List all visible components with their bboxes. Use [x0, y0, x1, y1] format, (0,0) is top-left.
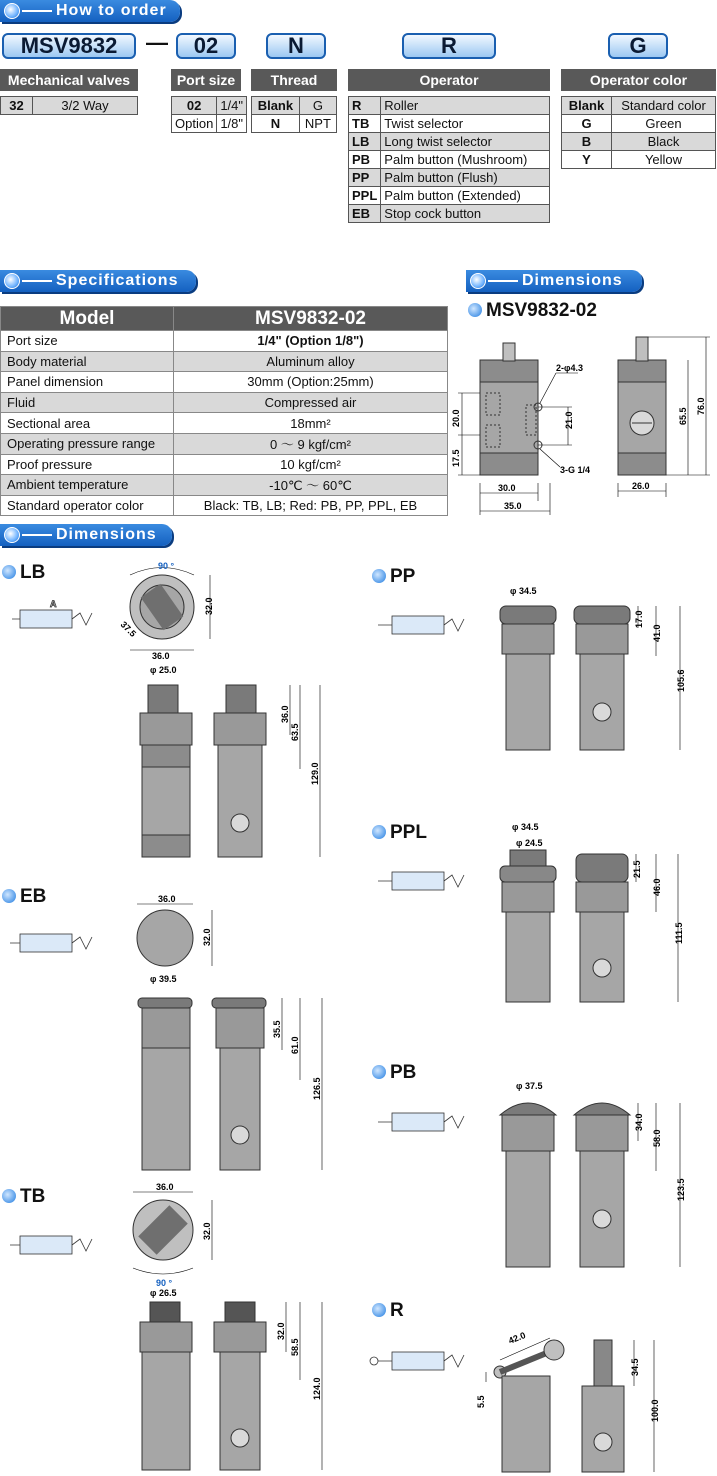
mech-valves-table: 32 3/2 Way [0, 96, 138, 115]
pb-label: PB [372, 1062, 416, 1084]
port-code-box: 02 [176, 33, 236, 59]
port-size-table: 02 1/4" Option 1/8" [171, 96, 247, 133]
color-code-box: G [608, 33, 668, 59]
specifications-header [0, 270, 196, 292]
svg-text:32.0: 32.0 [202, 1222, 212, 1240]
dim-30: 30.0 [498, 483, 516, 493]
dim-26: 26.0 [632, 481, 650, 491]
ppl-drawing [360, 820, 717, 1010]
specifications-table: Model MSV9832-02 Port size 1/4" (Option 1/8") Body material Aluminum alloy Panel dimension 30mm (Option:25mm) Fluid Compressed air Sectional area 18mm² Operating pressure range 0 ～ 9 kgf/cm² Proof pressure 10 kgf/cm² Ambient temperature -10℃ ～ 60℃ Standard operator color Black: TB, LB; Red: PB, PP, PPL, EB [0, 306, 448, 516]
dim-hole: 2-φ4.3 [556, 363, 583, 373]
pp-drawing [360, 580, 717, 760]
svg-text:21.5: 21.5 [632, 860, 642, 878]
svg-text:φ 34.5: φ 34.5 [512, 822, 539, 832]
thread-table: Blank G N NPT [251, 96, 337, 133]
operator-table: R Roller TB Twist selector LB Long twist selector PB Palm button (Mushroom) PP Palm button (Flush) PPL Palm button (Extended) EB Stop cock button [348, 96, 550, 223]
svg-text:φ 39.5: φ 39.5 [150, 974, 177, 984]
dim-35: 35.0 [504, 501, 522, 511]
svg-text:34.5: 34.5 [630, 1358, 640, 1376]
dimensions-header [0, 524, 172, 546]
r-label: R [372, 1300, 404, 1322]
svg-text:58.0: 58.0 [652, 1129, 662, 1147]
dimensions-title-main: Dimensions [522, 272, 623, 289]
main-dimension-drawing [448, 325, 717, 520]
specifications-title: Specifications [56, 272, 179, 289]
svg-text:111.5: 111.5 [674, 922, 684, 944]
port-size-header: Port size [171, 69, 241, 91]
ppl-label: PPL [372, 822, 427, 844]
svg-text:34.0: 34.0 [634, 1113, 644, 1131]
svg-text:46.0: 46.0 [652, 878, 662, 896]
thread-header: Thread [251, 69, 337, 91]
svg-text:φ 24.5: φ 24.5 [516, 838, 543, 848]
svg-text:36.0: 36.0 [280, 705, 290, 723]
how-to-order-title: How to order [56, 2, 167, 19]
svg-text:φ 26.5: φ 26.5 [150, 1288, 177, 1298]
svg-text:36.0: 36.0 [158, 894, 176, 904]
operator-color-header: Operator color [561, 69, 716, 91]
eb-label: EB [2, 886, 46, 908]
bullet-icon [470, 273, 486, 289]
how-to-order-header [0, 0, 180, 22]
svg-text:63.5: 63.5 [290, 723, 300, 741]
svg-text:36.0: 36.0 [156, 1182, 174, 1192]
pp-label: PP [372, 566, 415, 588]
svg-text:58.5: 58.5 [290, 1338, 300, 1356]
lb-label: LB [2, 562, 45, 584]
svg-text:90 °: 90 ° [158, 561, 175, 571]
svg-text:126.5: 126.5 [312, 1077, 322, 1100]
operator-header: Operator [348, 69, 550, 91]
svg-text:105.6: 105.6 [676, 669, 686, 692]
tb-label: TB [2, 1186, 45, 1208]
tb-drawing [0, 1180, 340, 1476]
svg-text:37.5: 37.5 [118, 619, 139, 639]
svg-text:φ 37.5: φ 37.5 [516, 1081, 543, 1091]
svg-text:61.0: 61.0 [290, 1036, 300, 1054]
svg-text:124.0: 124.0 [312, 1377, 322, 1400]
bullet-icon [4, 3, 20, 19]
model-code-box: MSV9832 [2, 33, 136, 59]
svg-text:35.5: 35.5 [272, 1020, 282, 1038]
svg-text:100.0: 100.0 [650, 1399, 660, 1422]
mech-valves-header: Mechanical valves [0, 69, 138, 91]
code-dash: — [146, 30, 168, 55]
svg-text:129.0: 129.0 [310, 762, 320, 785]
dim-76: 76.0 [696, 397, 706, 415]
operator-code-box: R [402, 33, 496, 59]
svg-text:17.0: 17.0 [634, 610, 644, 628]
svg-text:A: A [50, 599, 57, 609]
dim-21: 21.0 [564, 411, 574, 429]
svg-text:123.5: 123.5 [676, 1178, 686, 1201]
eb-drawing [0, 890, 340, 1175]
svg-text:φ 34.5: φ 34.5 [510, 586, 537, 596]
svg-text:φ 25.0: φ 25.0 [150, 665, 177, 675]
pb-drawing [360, 1075, 717, 1275]
bullet-icon [4, 527, 20, 543]
svg-text:5.5: 5.5 [476, 1395, 486, 1408]
svg-text:32.0: 32.0 [202, 928, 212, 946]
r-drawing [360, 1320, 717, 1476]
bullet-icon [4, 273, 20, 289]
operator-color-table: Blank Standard color G Green B Black Y Yellow [561, 96, 716, 169]
dim-port: 3-G 1/4 [560, 465, 591, 475]
svg-text:32.0: 32.0 [276, 1322, 286, 1340]
svg-text:36.0: 36.0 [152, 651, 170, 661]
dim-65-5: 65.5 [678, 407, 688, 425]
dimensions-header-main [466, 270, 642, 292]
svg-text:90 °: 90 ° [156, 1278, 173, 1288]
thread-code-box: N [266, 33, 326, 59]
svg-text:32.0: 32.0 [204, 597, 214, 615]
lb-drawing [0, 555, 340, 865]
dim-20: 20.0 [451, 409, 461, 427]
dim-17-5: 17.5 [451, 449, 461, 467]
svg-text:41.0: 41.0 [652, 624, 662, 642]
svg-text:42.0: 42.0 [507, 1330, 528, 1346]
main-model-label: MSV9832-02 [468, 300, 597, 322]
dimensions-title: Dimensions [56, 526, 157, 543]
